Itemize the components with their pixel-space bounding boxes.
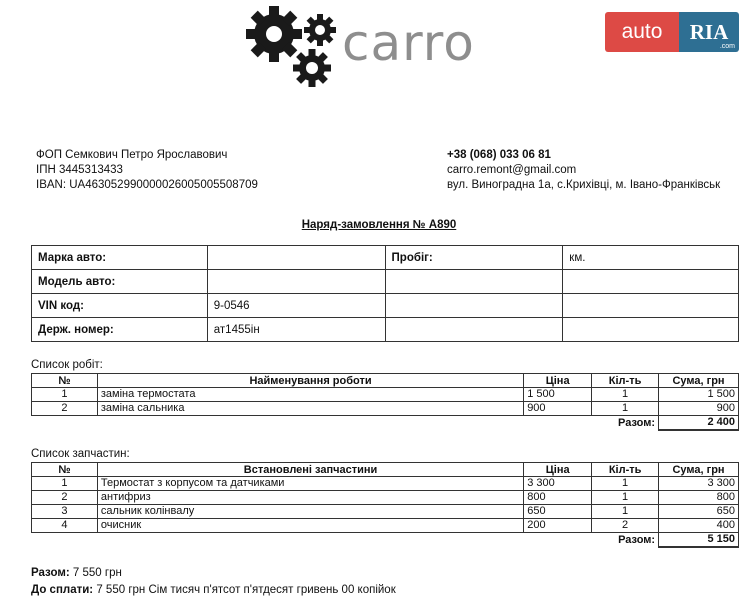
row-price: 900 xyxy=(524,402,592,416)
summary-pay-line xyxy=(31,582,396,599)
works-total-label: Разом: xyxy=(618,416,656,429)
vin-label: VIN код: xyxy=(32,294,208,318)
autoria-badge xyxy=(605,12,743,52)
order-title xyxy=(0,219,750,231)
row-qty: 1 xyxy=(592,477,659,491)
row-sum: 900 xyxy=(659,402,739,416)
car-row-plate xyxy=(32,318,739,342)
row-name: Термостат з корпусом та датчиками xyxy=(97,477,523,491)
plate-value: ат1455ін xyxy=(207,318,385,342)
badge-ria xyxy=(679,12,739,52)
table-row xyxy=(32,505,739,519)
row-sum: 1 500 xyxy=(659,388,739,402)
row-price: 200 xyxy=(524,519,592,533)
badge-auto: auto xyxy=(605,12,679,52)
col-price: Ціна xyxy=(524,463,592,477)
make-label: Марка авто: xyxy=(32,246,208,270)
col-name: Найменування роботи xyxy=(97,374,523,388)
mileage-label: Пробіг: xyxy=(385,246,563,270)
row-no: 2 xyxy=(32,491,98,505)
gears-icon xyxy=(246,2,346,92)
row-sum: 400 xyxy=(659,519,739,533)
summary-pay-value: 7 550 грн Сім тисяч п'ятсот п'ятдесят гривень 00 копійок xyxy=(96,584,396,596)
works-table xyxy=(31,373,739,431)
col-no: № xyxy=(32,374,98,388)
works-header-row xyxy=(32,374,739,388)
empty-cell xyxy=(563,294,739,318)
row-name: антифриз xyxy=(97,491,523,505)
row-no: 1 xyxy=(32,477,98,491)
works-total-row xyxy=(32,416,739,431)
col-price: Ціна xyxy=(524,374,592,388)
make-value xyxy=(207,246,385,270)
row-price: 800 xyxy=(524,491,592,505)
row-price: 1 500 xyxy=(524,388,592,402)
row-no: 2 xyxy=(32,402,98,416)
contact-phone: +38 (068) 033 06 81 xyxy=(447,149,551,161)
table-row xyxy=(32,402,739,416)
row-no: 4 xyxy=(32,519,98,533)
summary xyxy=(31,565,396,599)
table-row xyxy=(32,519,739,533)
owner-name: ФОП Семкович Петро Ярославович xyxy=(36,149,228,161)
parts-section-label: Список запчастин: xyxy=(31,448,130,460)
contact-address: вул. Виноградна 1а, с.Крихівці, м. Івано-Франківськ xyxy=(447,179,721,191)
table-row xyxy=(32,477,739,491)
col-qty: Кіл-ть xyxy=(592,463,659,477)
contact-details xyxy=(447,148,720,193)
works-section-label: Список робіт: xyxy=(31,359,103,371)
summary-total-line xyxy=(31,565,396,582)
col-name: Встановлені запчастини xyxy=(97,463,523,477)
row-qty: 1 xyxy=(592,491,659,505)
mileage-unit: км. xyxy=(563,246,739,270)
plate-label: Держ. номер: xyxy=(32,318,208,342)
carro-logo xyxy=(246,2,536,92)
row-qty: 1 xyxy=(592,402,659,416)
col-sum: Сума, грн xyxy=(659,463,739,477)
col-no: № xyxy=(32,463,98,477)
parts-table xyxy=(31,462,739,548)
parts-total-value: 5 150 xyxy=(659,533,739,548)
order-title-text: Наряд-замовлення № А890 xyxy=(301,219,457,231)
table-row xyxy=(32,388,739,402)
empty-cell xyxy=(385,270,563,294)
row-qty: 1 xyxy=(592,505,659,519)
car-row-make xyxy=(32,246,739,270)
empty-cell xyxy=(563,318,739,342)
owner-iban: IBAN: UA463052990000026005005508709 xyxy=(36,179,258,191)
logo-text: carro xyxy=(342,14,475,72)
empty-cell xyxy=(385,318,563,342)
badge-ria-text: RIA xyxy=(689,19,729,44)
row-name: очисник xyxy=(97,519,523,533)
row-sum: 650 xyxy=(659,505,739,519)
model-label: Модель авто: xyxy=(32,270,208,294)
contact-email: carro.remont@gmail.com xyxy=(447,164,577,176)
car-row-model xyxy=(32,270,739,294)
works-total-value: 2 400 xyxy=(659,416,739,431)
summary-pay-label: До сплати: xyxy=(31,584,94,596)
parts-total-label: Разом: xyxy=(618,533,656,546)
empty-cell xyxy=(385,294,563,318)
owner-details xyxy=(36,148,258,193)
model-value xyxy=(207,270,385,294)
car-row-vin xyxy=(32,294,739,318)
vin-value: 9-0546 xyxy=(207,294,385,318)
row-no: 3 xyxy=(32,505,98,519)
row-name: заміна термостата xyxy=(97,388,523,402)
row-price: 650 xyxy=(524,505,592,519)
summary-total-label: Разом: xyxy=(31,567,70,579)
table-row xyxy=(32,491,739,505)
car-info-table xyxy=(31,245,739,342)
row-sum: 800 xyxy=(659,491,739,505)
row-sum: 3 300 xyxy=(659,477,739,491)
row-price: 3 300 xyxy=(524,477,592,491)
summary-total-value: 7 550 грн xyxy=(72,567,122,579)
row-qty: 2 xyxy=(592,519,659,533)
col-qty: Кіл-ть xyxy=(592,374,659,388)
row-no: 1 xyxy=(32,388,98,402)
col-sum: Сума, грн xyxy=(659,374,739,388)
parts-header-row xyxy=(32,463,739,477)
row-name: заміна сальника xyxy=(97,402,523,416)
empty-cell xyxy=(563,270,739,294)
row-qty: 1 xyxy=(592,388,659,402)
parts-total-row xyxy=(32,533,739,548)
badge-ria-suffix: .com xyxy=(719,43,735,50)
owner-tax-id: ІПН 3445313433 xyxy=(36,164,123,176)
row-name: сальник колінвалу xyxy=(97,505,523,519)
